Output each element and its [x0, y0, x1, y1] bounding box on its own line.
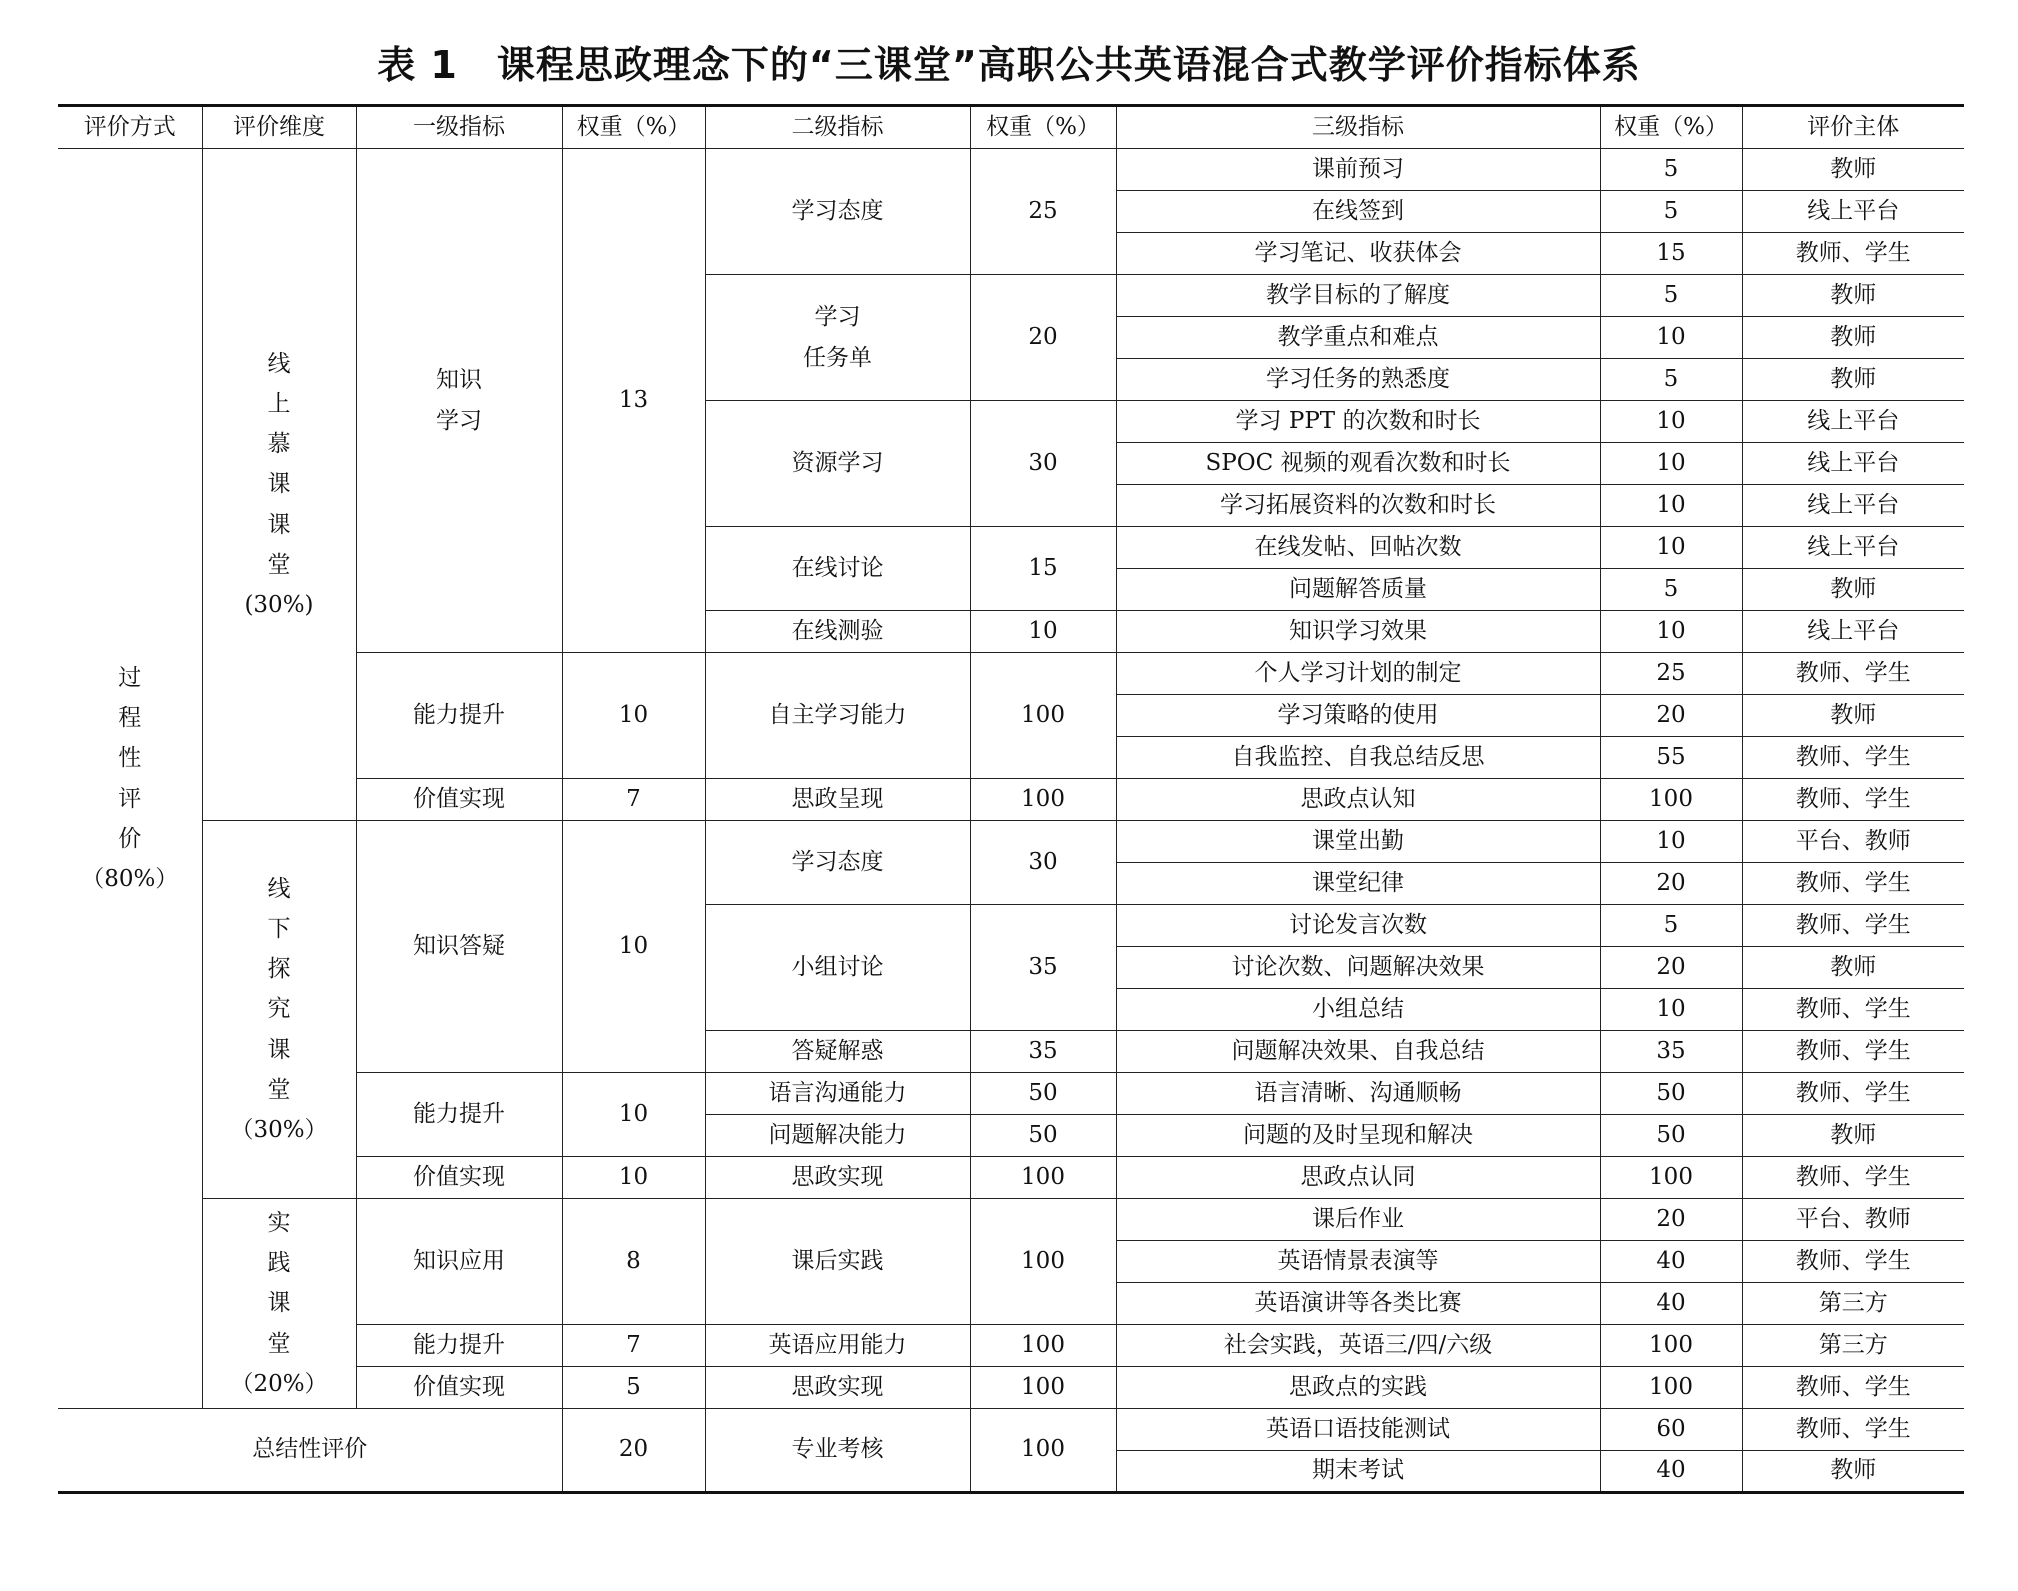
level3-weight: 10 [1600, 821, 1742, 863]
level3-label: 课后作业 [1116, 1199, 1600, 1241]
level3-label: 问题的及时呈现和解决 [1116, 1115, 1600, 1157]
level3-label: 学习 PPT 的次数和时长 [1116, 401, 1600, 443]
table-row [58, 821, 1964, 863]
level2-weight: 35 [970, 905, 1116, 1031]
level1-weight: 8 [562, 1199, 705, 1325]
level3-weight: 10 [1600, 401, 1742, 443]
level2-weight: 100 [970, 1199, 1116, 1325]
subject: 教师 [1742, 569, 1964, 611]
level3-label: 个人学习计划的制定 [1116, 653, 1600, 695]
level3-label: 知识学习效果 [1116, 611, 1600, 653]
level3-weight: 20 [1600, 947, 1742, 989]
table-title: 表 1 课程思政理念下的“三课堂”高职公共英语混合式教学评价指标体系 [377, 43, 1641, 87]
level1-weight: 13 [562, 149, 705, 653]
level2-weight: 30 [970, 401, 1116, 527]
level3-weight: 20 [1600, 695, 1742, 737]
level3-weight: 15 [1600, 233, 1742, 275]
level2-label: 自主学习能力 [705, 653, 970, 779]
level3-weight: 100 [1600, 1157, 1742, 1199]
subject: 教师、学生 [1742, 1367, 1964, 1409]
level2-label: 学习态度 [705, 821, 970, 905]
level2-label: 小组讨论 [705, 905, 970, 1031]
level1-label: 能力提升 [356, 653, 562, 779]
level3-weight: 100 [1600, 779, 1742, 821]
level1-weight: 10 [562, 653, 705, 779]
level3-weight: 5 [1600, 905, 1742, 947]
level1-label: 能力提升 [356, 1325, 562, 1367]
level1-weight: 7 [562, 1325, 705, 1367]
level3-label: 小组总结 [1116, 989, 1600, 1031]
level2-label: 学习 任务单 [705, 275, 970, 401]
subject: 教师、学生 [1742, 779, 1964, 821]
level3-label: 思政点的实践 [1116, 1367, 1600, 1409]
level3-label: 讨论次数、问题解决效果 [1116, 947, 1600, 989]
level2-label: 专业考核 [705, 1409, 970, 1493]
subject: 教师、学生 [1742, 233, 1964, 275]
level2-weight: 15 [970, 527, 1116, 611]
subject: 教师 [1742, 149, 1964, 191]
level3-weight: 5 [1600, 275, 1742, 317]
subject: 教师、学生 [1742, 989, 1964, 1031]
level2-weight: 50 [970, 1073, 1116, 1115]
level1-label: 能力提升 [356, 1073, 562, 1157]
level1-label: 知识 学习 [356, 149, 562, 653]
header-eval-dimension: 评价维度 [202, 106, 356, 149]
header-level2: 二级指标 [705, 106, 970, 149]
subject: 教师 [1742, 1451, 1964, 1493]
level3-label: 英语口语技能测试 [1116, 1409, 1600, 1451]
level3-label: 自我监控、自我总结反思 [1116, 737, 1600, 779]
level2-weight: 100 [970, 1409, 1116, 1493]
level3-label: 课堂纪律 [1116, 863, 1600, 905]
header-subject: 评价主体 [1742, 106, 1964, 149]
header-level1: 一级指标 [356, 106, 562, 149]
level3-label: 思政点认同 [1116, 1157, 1600, 1199]
level3-weight: 20 [1600, 1199, 1742, 1241]
level2-label: 思政呈现 [705, 779, 970, 821]
subject: 平台、教师 [1742, 1199, 1964, 1241]
level2-label: 答疑解惑 [705, 1031, 970, 1073]
level3-weight: 50 [1600, 1073, 1742, 1115]
header-level1-weight: 权重（%） [562, 106, 705, 149]
level2-weight: 25 [970, 149, 1116, 275]
level3-weight: 10 [1600, 317, 1742, 359]
subject: 教师 [1742, 317, 1964, 359]
level2-weight: 50 [970, 1115, 1116, 1157]
level1-label: 价值实现 [356, 779, 562, 821]
level3-label: 思政点认知 [1116, 779, 1600, 821]
level3-weight: 60 [1600, 1409, 1742, 1451]
level3-weight: 20 [1600, 863, 1742, 905]
level2-label: 在线测验 [705, 611, 970, 653]
subject: 教师、学生 [1742, 653, 1964, 695]
level2-weight: 20 [970, 275, 1116, 401]
level3-label: 在线发帖、回帖次数 [1116, 527, 1600, 569]
level3-weight: 100 [1600, 1367, 1742, 1409]
level1-weight: 20 [562, 1409, 705, 1493]
level3-label: 英语演讲等各类比赛 [1116, 1283, 1600, 1325]
level3-weight: 55 [1600, 737, 1742, 779]
header-level3: 三级指标 [1116, 106, 1600, 149]
level3-label: 课前预习 [1116, 149, 1600, 191]
level3-weight: 40 [1600, 1241, 1742, 1283]
level3-label: 问题解答质量 [1116, 569, 1600, 611]
level3-weight: 40 [1600, 1451, 1742, 1493]
subject: 教师 [1742, 695, 1964, 737]
subject: 教师、学生 [1742, 1241, 1964, 1283]
level1-weight: 5 [562, 1367, 705, 1409]
level2-weight: 100 [970, 653, 1116, 779]
subject: 教师、学生 [1742, 1031, 1964, 1073]
level1-weight: 10 [562, 821, 705, 1073]
level2-weight: 30 [970, 821, 1116, 905]
subject: 教师 [1742, 1115, 1964, 1157]
level1-weight: 10 [562, 1157, 705, 1199]
process-eval-label: 过 程 性 评 价 （80%） [58, 149, 202, 1409]
level1-label: 价值实现 [356, 1367, 562, 1409]
evaluation-index-table [58, 104, 1964, 1494]
level3-weight: 35 [1600, 1031, 1742, 1073]
level2-label: 学习态度 [705, 149, 970, 275]
subject: 线上平台 [1742, 191, 1964, 233]
level3-weight: 10 [1600, 443, 1742, 485]
level2-label: 资源学习 [705, 401, 970, 527]
level2-weight: 100 [970, 779, 1116, 821]
level1-label: 知识答疑 [356, 821, 562, 1073]
subject: 教师、学生 [1742, 863, 1964, 905]
level3-label: 英语情景表演等 [1116, 1241, 1600, 1283]
subject: 第三方 [1742, 1325, 1964, 1367]
level3-label: SPOC 视频的观看次数和时长 [1116, 443, 1600, 485]
level3-weight: 5 [1600, 359, 1742, 401]
level3-weight: 5 [1600, 191, 1742, 233]
header-row [58, 106, 1964, 149]
level1-weight: 10 [562, 1073, 705, 1157]
level3-label: 教学目标的了解度 [1116, 275, 1600, 317]
level3-label: 教学重点和难点 [1116, 317, 1600, 359]
subject: 线上平台 [1742, 527, 1964, 569]
subject: 线上平台 [1742, 443, 1964, 485]
level3-label: 社会实践，英语三/四/六级 [1116, 1325, 1600, 1367]
subject: 线上平台 [1742, 401, 1964, 443]
level3-label: 学习笔记、收获体会 [1116, 233, 1600, 275]
level3-weight: 10 [1600, 527, 1742, 569]
level3-weight: 100 [1600, 1325, 1742, 1367]
subject: 线上平台 [1742, 611, 1964, 653]
table-row [58, 1199, 1964, 1241]
level3-label: 学习拓展资料的次数和时长 [1116, 485, 1600, 527]
online-dimension-label: 线 上 慕 课 课 堂 (30%) [202, 149, 356, 821]
subject: 教师 [1742, 947, 1964, 989]
level2-label: 问题解决能力 [705, 1115, 970, 1157]
level2-weight: 100 [970, 1325, 1116, 1367]
level1-label: 知识应用 [356, 1199, 562, 1325]
level3-weight: 10 [1600, 485, 1742, 527]
level2-weight: 100 [970, 1157, 1116, 1199]
level2-label: 思政实现 [705, 1367, 970, 1409]
level3-label: 在线签到 [1116, 191, 1600, 233]
level3-weight: 10 [1600, 989, 1742, 1031]
level2-label: 语言沟通能力 [705, 1073, 970, 1115]
level2-weight: 35 [970, 1031, 1116, 1073]
header-level2-weight: 权重（%） [970, 106, 1116, 149]
level3-label: 课堂出勤 [1116, 821, 1600, 863]
offline-dimension-label: 线 下 探 究 课 堂 （30%） [202, 821, 356, 1199]
table-row [58, 1409, 1964, 1451]
level3-label: 语言清晰、沟通顺畅 [1116, 1073, 1600, 1115]
level3-weight: 10 [1600, 611, 1742, 653]
practice-dimension-label: 实 践 课 堂 （20%） [202, 1199, 356, 1409]
subject: 教师、学生 [1742, 905, 1964, 947]
level1-weight: 7 [562, 779, 705, 821]
subject: 教师 [1742, 275, 1964, 317]
level3-label: 讨论发言次数 [1116, 905, 1600, 947]
level2-label: 在线讨论 [705, 527, 970, 611]
subject: 教师、学生 [1742, 737, 1964, 779]
subject: 教师、学生 [1742, 1409, 1964, 1451]
level2-label: 思政实现 [705, 1157, 970, 1199]
subject: 教师、学生 [1742, 1073, 1964, 1115]
level3-label: 期末考试 [1116, 1451, 1600, 1493]
level2-weight: 10 [970, 611, 1116, 653]
subject: 线上平台 [1742, 485, 1964, 527]
level3-label: 问题解决效果、自我总结 [1116, 1031, 1600, 1073]
summative-eval-label: 总结性评价 [58, 1409, 562, 1493]
level3-weight: 50 [1600, 1115, 1742, 1157]
level2-label: 英语应用能力 [705, 1325, 970, 1367]
level2-label: 课后实践 [705, 1199, 970, 1325]
level3-weight: 40 [1600, 1283, 1742, 1325]
header-eval-method: 评价方式 [58, 106, 202, 149]
subject: 教师 [1742, 359, 1964, 401]
header-level3-weight: 权重（%） [1600, 106, 1742, 149]
level3-weight: 25 [1600, 653, 1742, 695]
level3-label: 学习任务的熟悉度 [1116, 359, 1600, 401]
level3-weight: 5 [1600, 569, 1742, 611]
level3-weight: 5 [1600, 149, 1742, 191]
table-row [58, 149, 1964, 191]
level2-weight: 100 [970, 1367, 1116, 1409]
subject: 第三方 [1742, 1283, 1964, 1325]
level3-label: 学习策略的使用 [1116, 695, 1600, 737]
level1-label: 价值实现 [356, 1157, 562, 1199]
subject: 平台、教师 [1742, 821, 1964, 863]
subject: 教师、学生 [1742, 1157, 1964, 1199]
